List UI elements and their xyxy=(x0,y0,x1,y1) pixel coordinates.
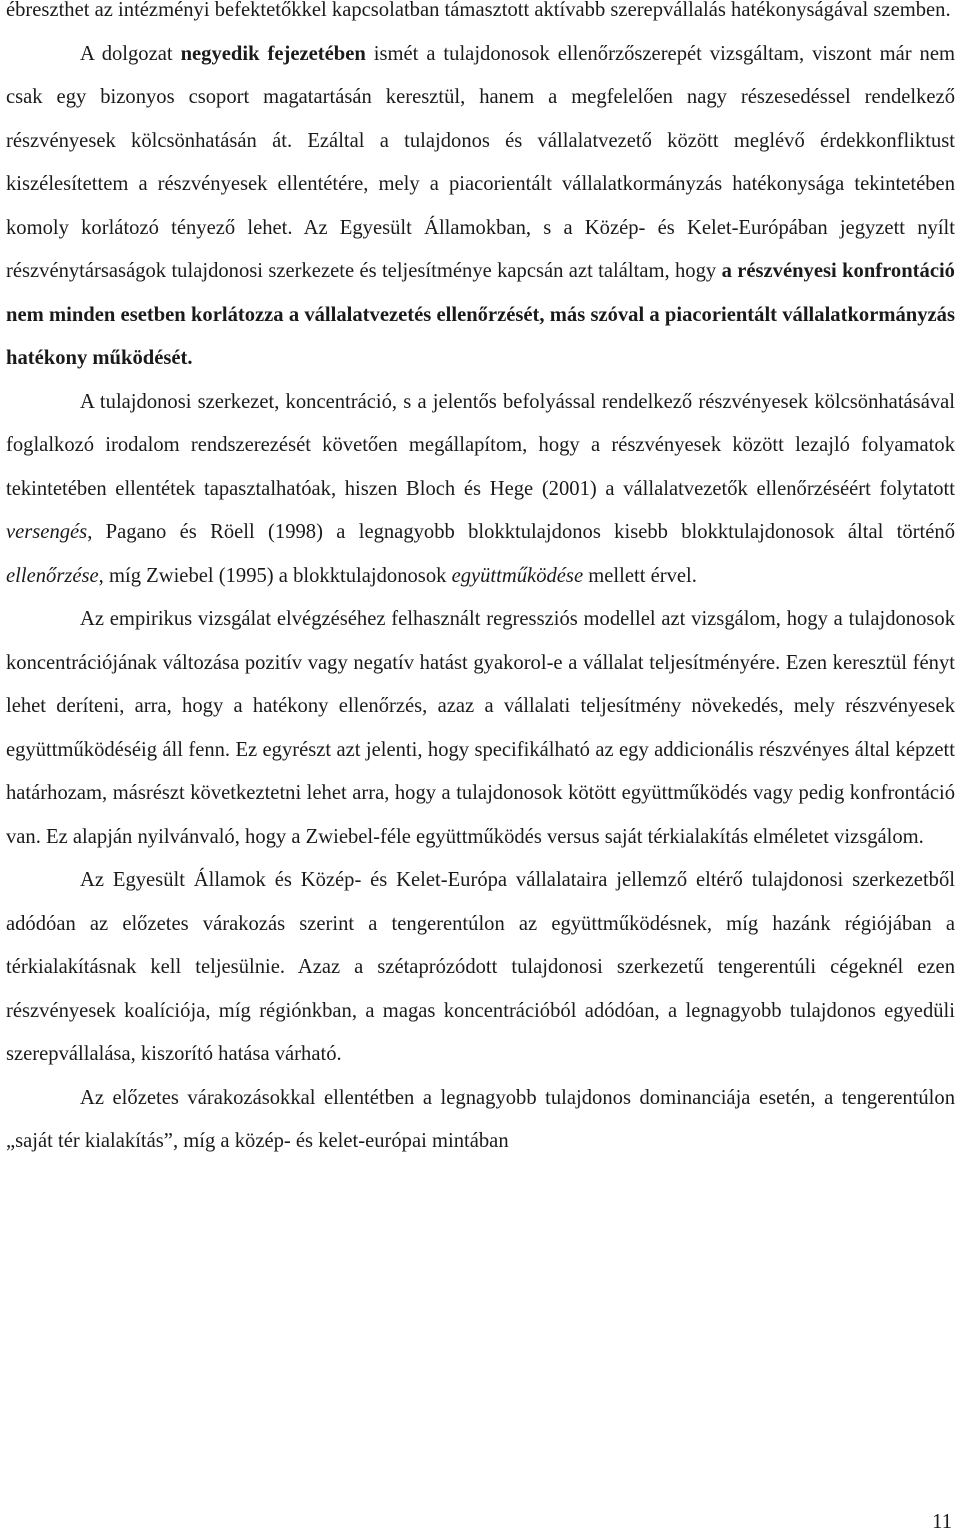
paragraph-continuation xyxy=(6,0,955,33)
paragraph-literature xyxy=(6,381,955,599)
text-run-italic: együttműködése xyxy=(451,564,584,587)
text-run: Az Egyesült Államok és Közép- és Kelet-Európa vállalataira jellemző eltérő tulajdonosi szerkezetből adódóan az előzetes várakozás szerint a tengerentúlon az együttműködésnek, míg hazánk régiójában a térkialakításnak kell teljesülnie. Azaz a szétaprózódott tulajdonosi szerkezetű tengerentúli cégeknél ezen részvényesek koalíciója, míg régiónkban, a magas koncentrációból adódóan, a legnagyobb tulajdonos egyedüli szerepvállalása, kiszorító hatása várható. xyxy=(6,869,955,1065)
text-run-bold: negyedik fejezetében xyxy=(180,42,366,65)
text-run: mellett érvel. xyxy=(583,564,697,587)
paragraph-empirical xyxy=(6,598,955,859)
text-run: ébreszthet az intézményi befektetőkkel kapcsolatban támasztott aktívabb szerepvállalás hatékonyságával szemben. xyxy=(6,0,951,21)
text-run: A tulajdonosi szerkezet, koncentráció, s a jelentős befolyással rendelkező részvényesek kölcsönhatásával foglalkozó irodalom rendszerezését követően megállapítom, hogy a részvényesek között lezajló folyamatok tekintetében ellentétek tapasztalhatóak, hiszen Bloch és Hege (2001) a vállalatvezetők ellenőrzéséért folytatott xyxy=(6,390,955,500)
text-run: Az empirikus vizsgálat elvégzéséhez felhasznált regressziós modellel azt vizsgálom, hogy a tulajdonosok koncentrációjának változása pozitív vagy negatív hatást gyakorol-e a vállalat teljesítményére. Ezen keresztül fényt lehet deríteni, arra, hogy a hatékony ellenőrzés, azaz a vállalati teljesítmény növekedés, mely részvényesek együttműködéséig áll fenn. Ez egyrészt azt jelenti, hogy specifikálható az egy addicionális részvényes által képzett határhozam, másrészt következtetni lehet arra, hogy a tulajdonosok kötött együttműködés vagy pedig konfrontáció van. Ez alapján nyilvánvaló, hogy a Zwiebel-féle együttműködés versus saját térkialakítás elméletet vizsgálom. xyxy=(6,608,955,848)
text-run: ismét a tulajdonosok ellenőrzőszerepét vizsgáltam, viszont már nem csak egy bizonyos csoport magatartásán keresztül, hanem a megfelelően nagy részesedéssel rendelkező részvényesek kölcsönhatásán át. Ezáltal a tulajdonos és vállalatvezető között meglévő érdekkonfliktust kiszélesítettem a részvényesek ellentétére, mely a piacorientált vállalatkormányzás hatékonysága tekintetében komoly korlátozó tényező lehet. Az Egyesült Államokban, s a Közép- és Kelet-Európában jegyzett nyílt részvénytársaságok tulajdonosi szerkezete és teljesítménye kapcsán azt találtam, hogy xyxy=(6,42,955,282)
text-run: , míg Zwiebel (1995) a blokktulajdonosok xyxy=(98,564,452,587)
text-run: , Pagano és Röell (1998) a legnagyobb blokktulajdonos kisebb blokktulajdonosok által történő xyxy=(87,521,955,543)
paragraph-chapter-four xyxy=(6,33,955,381)
page-number: 11 xyxy=(932,1511,952,1533)
body-text xyxy=(6,0,955,1164)
paragraph-expectations xyxy=(6,1077,955,1164)
text-run-italic: versengés xyxy=(6,521,88,543)
text-run: A dolgozat xyxy=(80,42,181,65)
text-run: Az előzetes várakozásokkal ellentétben a legnagyobb tulajdonos dominanciája esetén, a tengerentúlon „saját tér kialakítás”, míg a közép- és kelet-európai mintában xyxy=(6,1086,955,1152)
text-run-bold: a részvényesi konfrontáció nem minden esetben korlátozza a vállalatvezetés ellenőrzését, más szóval a piacorientált vállalatkormányzás hatékony működését. xyxy=(6,260,955,369)
paragraph-regions xyxy=(6,859,955,1077)
text-run-italic: ellenőrzése xyxy=(6,564,99,587)
